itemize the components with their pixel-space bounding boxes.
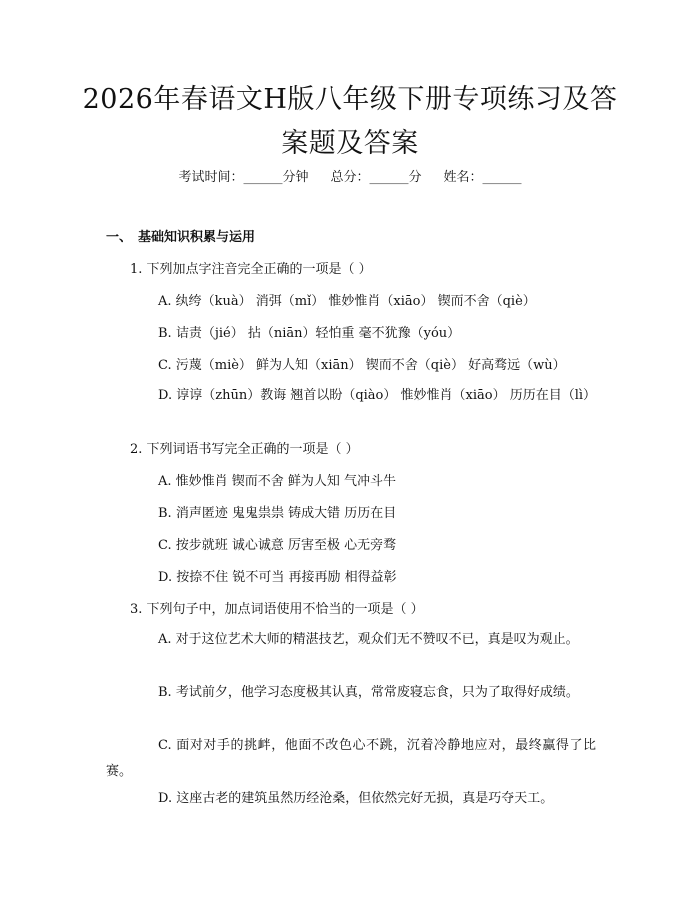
question-1-option-a: A. 纨绔（kuà） 消弭（mǐ） 惟妙惟肖（xiāo） 锲而不舍（qiè） (158, 294, 536, 309)
section-number: 一、 (106, 230, 133, 245)
question-1-stem: 1. 下列加点字注音完全正确的一项是（ ） (130, 262, 372, 277)
section-title: 基础知识积累与运用 (138, 230, 256, 245)
question-2-option-c: C. 按步就班 诚心诚意 厉害至极 心无旁骛 (158, 538, 397, 553)
page-title: 2026年春语文H版八年级下册专项练习及答案题及答案 (82, 84, 618, 159)
question-1-option-b: B. 诘责（jié） 拈（niān）轻怕重 毫不犹豫（yóu） (158, 326, 461, 341)
question-3-option-d: D. 这座古老的建筑虽然历经沧桑，但依然完好无损，真是巧夺天工。 (158, 791, 554, 806)
question-1-option-d: D. 谆谆（zhūn）教诲 翘首以盼（qiào） 惟妙惟肖（xiāo） 历历在目（lì） (158, 388, 597, 403)
name-field: 姓名：______ (443, 170, 522, 185)
score-field: 总分：______分 (330, 170, 422, 185)
question-3-option-b: B. 考试前夕，他学习态度极其认真，常常废寝忘食，只为了取得好成绩。 (158, 685, 579, 700)
question-2-option-b: B. 消声匿迹 鬼鬼祟祟 铸成大错 历历在目 (158, 506, 397, 521)
question-2-option-d: D. 按捺不住 锐不可当 再接再励 相得益彰 (158, 570, 397, 585)
question-2-stem: 2. 下列词语书写完全正确的一项是（ ） (130, 442, 359, 457)
question-3-stem: 3. 下列句子中，加点词语使用不恰当的一项是（ ） (130, 602, 424, 617)
question-1-option-c: C. 污蔑（miè） 鲜为人知（xiān） 锲而不舍（qiè） 好高骛远（wù） (158, 358, 566, 373)
exam-meta (0, 168, 700, 188)
section-heading (106, 228, 255, 248)
time-field: 考试时间：______分钟 (178, 170, 309, 185)
question-3-option-c: C. 面对对手的挑衅，他面不改色心不跳，沉着冷静地应对，最终赢得了比赛。 (106, 738, 596, 779)
question-2-option-a: A. 惟妙惟肖 锲而不舍 鲜为人知 气冲斗牛 (158, 474, 397, 489)
question-3-option-a: A. 对于这位艺术大师的精湛技艺，观众们无不赞叹不已，真是叹为观止。 (158, 632, 579, 647)
